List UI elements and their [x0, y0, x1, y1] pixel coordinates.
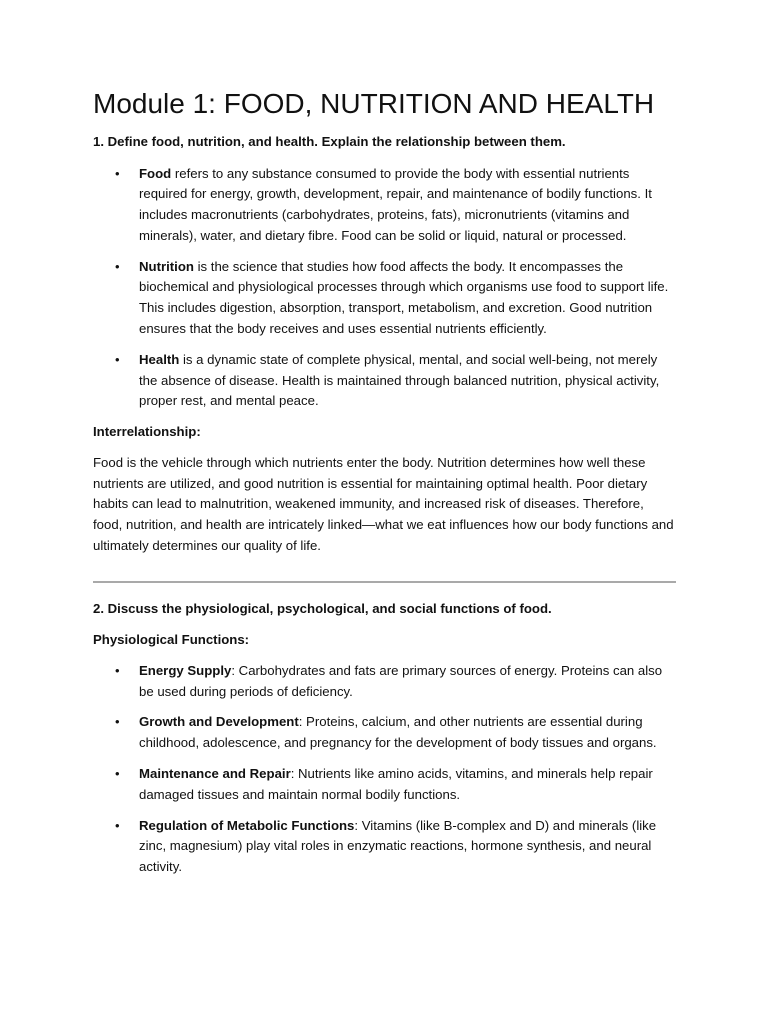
term-nutrition: Nutrition [139, 258, 194, 274]
bullet-icon: • [115, 765, 120, 781]
bullet-icon: • [115, 714, 120, 730]
term-energy-supply: Energy Supply [139, 662, 232, 678]
term-growth-development: Growth and Development [139, 714, 299, 730]
description-maintenance-repair: : Nutrients like amino acids, vitamins, and minerals help repair damaged tissues and maintain normal bodily functions. [139, 765, 653, 802]
list-item [93, 164, 676, 247]
bullet-icon: • [115, 817, 120, 833]
definition-health: is a dynamic state of complete physical, mental, and social well-being, not merely the absence of disease. Health is maintained through balanced nutrition, physical activity, proper rest, and mental peace. [139, 351, 660, 409]
page-title: Module 1: FOOD, NUTRITION AND HEALTH [93, 88, 655, 119]
definition-nutrition: is the science that studies how food affects the body. It encompasses the biochemical and physiological processes through which organisms use food to support life. This includes digestion, absorption, transport, metabolism, and excretion. Good nutrition ensures that the body receives and uses essential nutrients efficiently. [139, 258, 669, 337]
list-item [93, 816, 676, 878]
interrelationship-paragraph: Food is the vehicle through which nutrients enter the body. Nutrition determines how well these nutrients are utilized, and good nutrition is essential for maintaining optimal health. Poor dietary habits can lead to malnutrition, weakened immunity, and increased risk of diseases. Therefore, food, nutrition, and health are intricately linked—what we eat influences how our body functions and ultimately determines our quality of life. [93, 454, 674, 553]
term-food: Food [139, 165, 172, 181]
bullet-icon: • [115, 258, 120, 274]
question-1-heading: 1. Define food, nutrition, and health. Explain the relationship between them. [93, 134, 566, 149]
bullet-icon: • [115, 165, 120, 181]
term-regulation-metabolic: Regulation of Metabolic Functions [139, 817, 355, 833]
list-item [93, 764, 676, 806]
description-regulation-metabolic: : Vitamins (like B-complex and D) and minerals (like zinc, magnesium) play vital roles in enzymatic reactions, hormone synthesis, and neural activity. [139, 817, 657, 875]
bullet-icon: • [115, 351, 120, 367]
list-item [93, 257, 676, 340]
definitions-list [93, 164, 676, 413]
term-health: Health [139, 351, 180, 367]
physiological-functions-list [93, 661, 676, 878]
list-item [93, 350, 676, 412]
question-2-heading: 2. Discuss the physiological, psychological, and social functions of food. [93, 600, 552, 616]
document-page [93, 84, 676, 888]
description-growth-development: : Proteins, calcium, and other nutrients are essential during childhood, adolescence, and pregnancy for the development of body tissues and organs. [139, 714, 657, 751]
term-maintenance-repair: Maintenance and Repair [139, 765, 291, 781]
description-energy-supply: : Carbohydrates and fats are primary sources of energy. Proteins can also be used during periods of deficiency. [139, 662, 663, 699]
physiological-functions-heading: Physiological Functions: [93, 632, 250, 648]
bullet-icon: • [115, 662, 120, 678]
list-item [93, 661, 676, 703]
list-item [93, 712, 676, 754]
interrelationship-heading: Interrelationship: [93, 424, 201, 440]
definition-food: refers to any substance consumed to provide the body with essential nutrients required for energy, growth, development, repair, and maintenance of bodily functions. It includes macronutrients (carbohydrates, proteins, fats), micronutrients (vitamins and minerals), water, and dietary fibre. Food can be solid or liquid, natural or processed. [139, 165, 652, 243]
section-divider [93, 581, 676, 583]
